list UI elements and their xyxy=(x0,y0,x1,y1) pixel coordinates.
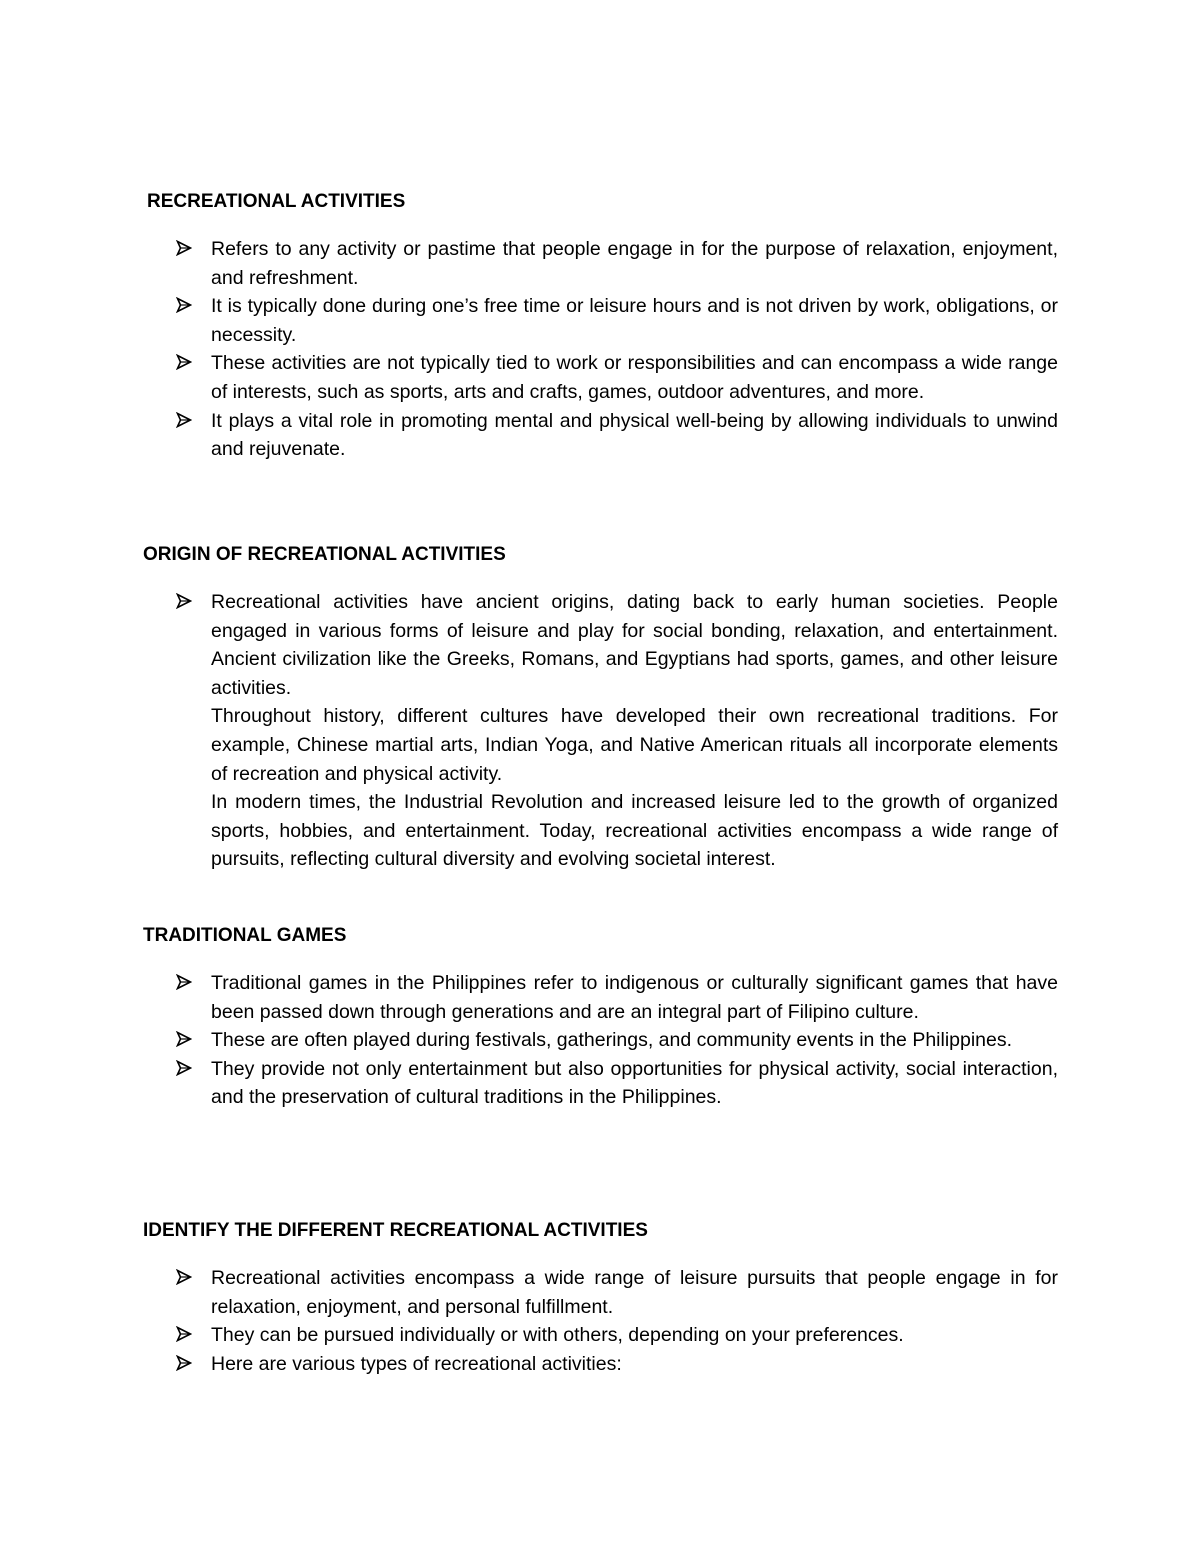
list-item-text: Here are various types of recreational activities: xyxy=(211,1352,622,1375)
list-item xyxy=(174,702,1058,788)
section-heading-traditional-games: TRADITIONAL GAMES xyxy=(143,925,347,946)
list-item xyxy=(174,1350,1058,1379)
section-heading-identify: IDENTIFY THE DIFFERENT RECREATIONAL ACTIVITIES xyxy=(143,1220,648,1241)
arrowhead-bullet-icon xyxy=(176,412,192,428)
arrowhead-bullet-icon xyxy=(176,1060,192,1076)
arrowhead-bullet-icon xyxy=(176,1031,192,1047)
list-item-text: Recreational activities have ancient origins, dating back to early human societies. People engaged in various forms of leisure and play for social bonding, relaxation, and entertainment. Ancient civilization like the Greeks, Romans, and Egyptians had sports, games, and other leisure activities. xyxy=(211,591,1080,699)
list-item xyxy=(174,1055,1058,1112)
arrowhead-bullet-icon xyxy=(176,1355,192,1371)
section-list-traditional-games xyxy=(174,969,1058,1112)
section-list-identify xyxy=(174,1264,1058,1378)
list-item xyxy=(174,588,1080,702)
list-item xyxy=(174,292,1058,349)
list-item xyxy=(174,407,1058,464)
list-item xyxy=(174,788,1058,874)
list-item-text: These activities are not typically tied to work or responsibilities and can encompass a wide range of interests, such as sports, arts and crafts, games, outdoor adventures, and more. xyxy=(211,352,1058,403)
arrowhead-bullet-icon xyxy=(176,1326,192,1342)
list-item-text: Throughout history, different cultures have developed their own recreational traditions. For example, Chinese martial arts, Indian Yoga, and Native American rituals all incorporate elements of recreation and physical activity. xyxy=(211,705,1058,785)
list-item-text: Recreational activities encompass a wide range of leisure pursuits that people engage in for relaxation, enjoyment, and personal fulfillment. xyxy=(211,1267,1058,1318)
arrowhead-bullet-icon xyxy=(176,354,192,370)
section-heading-recreational-activities: RECREATIONAL ACTIVITIES xyxy=(147,191,406,212)
list-item xyxy=(174,235,1058,292)
list-item-text: They provide not only entertainment but also opportunities for physical activity, social interaction, and the preservation of cultural traditions in the Philippines. xyxy=(211,1057,1058,1109)
arrowhead-bullet-icon xyxy=(176,593,192,609)
list-item-text: Traditional games in the Philippines refer to indigenous or culturally significant games that have been passed down through generations and are an integral part of Filipino culture. xyxy=(211,972,1058,1023)
list-item-text: In modern times, the Industrial Revolution and increased leisure led to the growth of organized sports, hobbies, and entertainment. Today, recreational activities encompass a wide range of pursuits, reflecting cultural diversity and evolving societal interest. xyxy=(211,791,1058,871)
list-item-text: It is typically done during one’s free time or leisure hours and is not driven by work, obligations, or necessity. xyxy=(211,295,1058,346)
list-item xyxy=(174,969,1058,1026)
arrowhead-bullet-icon xyxy=(176,297,192,313)
list-item-text: These are often played during festivals, gatherings, and community events in the Philippines. xyxy=(211,1029,1013,1052)
list-item-text: They can be pursued individually or with others, depending on your preferences. xyxy=(211,1324,904,1347)
section-list-recreational-activities xyxy=(174,235,1058,464)
list-item-text: Refers to any activity or pastime that people engage in for the purpose of relaxation, enjoyment, and refreshment. xyxy=(211,238,1058,289)
section-list-origin xyxy=(174,588,1080,874)
list-item-text: It plays a vital role in promoting mental and physical well-being by allowing individuals to unwind and rejuvenate. xyxy=(211,409,1058,461)
arrowhead-bullet-icon xyxy=(176,974,192,990)
list-item xyxy=(174,1321,1058,1350)
arrowhead-bullet-icon xyxy=(176,240,192,256)
section-heading-origin: ORIGIN OF RECREATIONAL ACTIVITIES xyxy=(143,544,506,565)
list-item xyxy=(174,1264,1058,1321)
arrowhead-bullet-icon xyxy=(176,1269,192,1285)
list-item xyxy=(174,1026,1058,1055)
list-item xyxy=(174,349,1058,406)
